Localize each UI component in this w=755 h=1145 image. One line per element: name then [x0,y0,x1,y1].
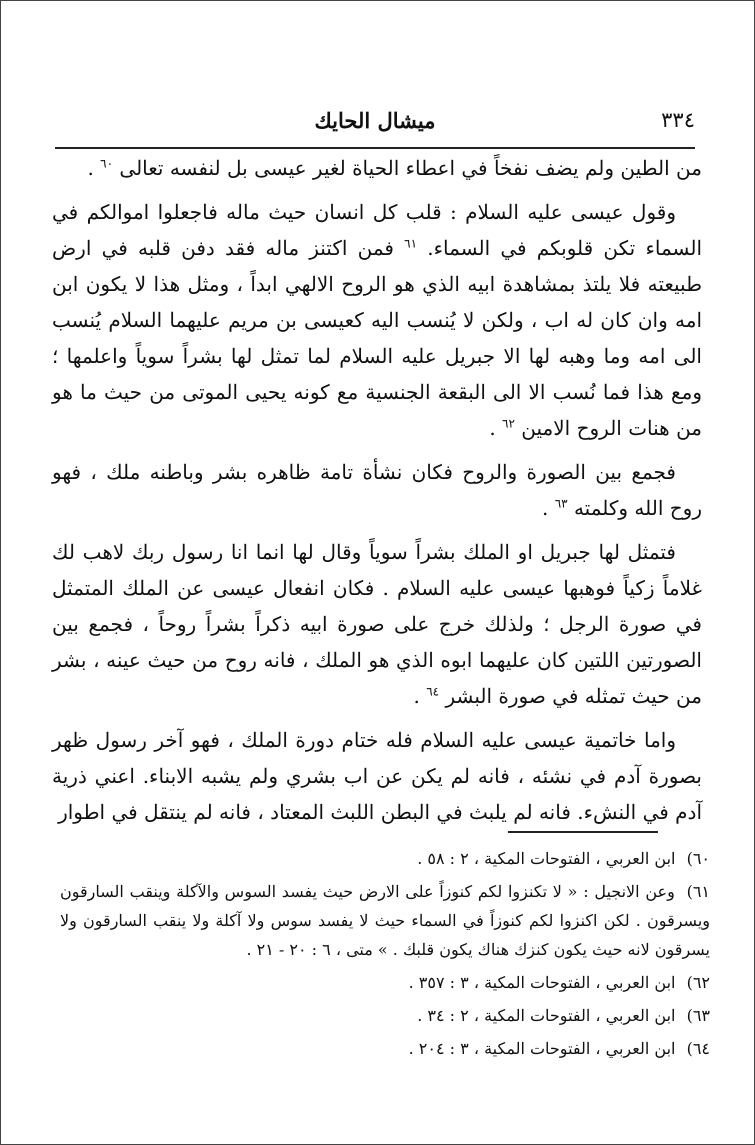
running-head: ميشال الحايك [314,108,436,133]
note-reference: ٦٢ [502,416,515,431]
paragraph-text: من الطين ولم يضف نفخاً في اعطاء الحياة لغير عيسى بل لنفسه تعالى [119,156,702,180]
paragraph-text: وقول عيسى عليه السلام : قلب كل انسان حيث ماله فاجعلوا اموالكم في السماء تكن قلوبكم في السماء. [52,200,702,260]
paragraph-text: فجمع بين الصورة والروح فكان نشأة تامة ظاهره بشر وباطنه ملك ، فهو روح الله وكلمته [52,460,702,520]
paragraph-text: فمن اكتنز ماله فقد دفن قلبه في ارض طبيعته فلا يلتذ بمشاهدة ابيه الذي هو الروح الالهي ابداً ، ومثل هذا لا يكون ابن امه وان كان له اب ، ولكن لا يُنسب اليه كعيسى بن مريم عليهما السلام يُنسب الى امه وما وهبه لها الا جبريل عليه السلام لما تمثل لها بشراً سوياً واعلمها ؛ ومع هذا فما نُسب الا الى البقعة الجنسية مع كونه يحيى الموتى من حيث ما هو من هنات الروح الامين [52,236,702,440]
footnote-text: ابن العربي ، الفتوحات المكية ، ٣ : ٣٥٧ . [408,973,676,992]
header-rule [55,147,695,149]
footnotes [60,844,710,1067]
footnote-number: ٦٤) [686,1039,710,1058]
body-text [52,150,702,838]
paragraph [52,722,702,830]
footnote [60,1001,710,1030]
paragraph: فتمثل لها جبريل او الملك بشراً سوياً وقال لها انما انا رسول ربك لاهب لك غلاماً زكياً فوهبها عيسى عليه السلام . فكان انفعال عيسى عن الملك المتمثل في صورة الرجل ؛ ولذلك خرج على صورة ابيه ذكراً بشراً روحاً ، فجمع بين الصورتين اللتين كان عليهما ابوه الذي هو الملك ، فانه روح من حيث عينه ، بشر من حيث تمثله في صورة البشر $^{٦٤}$ . [52,540,702,708]
note-reference: ٦٣ [554,496,568,511]
footnote [60,968,710,997]
footnote-text: ابن العربي ، الفتوحات المكية ، ٢ : ٣٤ . [417,1006,676,1025]
paragraph: من الطين ولم يضف نفخاً في اعطاء الحياة لغير عيسى بل لنفسه تعالى $^{٦٠}$ . [87,156,702,180]
footnote [60,877,710,964]
page-number: ٣٣٤ [661,108,695,132]
footnote-number: ٦٣) [686,1006,710,1025]
paragraph-text: فتمثل لها جبريل او الملك بشراً سوياً وقال لها انما انا رسول ربك لاهب لك غلاماً زكياً فوهبها عيسى عليه السلام . فكان انفعال عيسى عن الملك المتمثل في صورة الرجل ؛ ولذلك خرج على صورة ابيه ذكراً بشراً روحاً ، فجمع بين الصورتين اللتين كان عليهما ابوه الذي هو الملك ، فانه روح من حيث عينه ، بشر من حيث تمثله في صورة البشر [52,540,702,708]
footnote-text: ابن العربي ، الفتوحات المكية ، ٢ : ٥٨ . [417,849,676,868]
footnote-number: ٦٢) [686,973,710,992]
footnote [60,1034,710,1063]
note-reference: ٦١ [404,236,418,251]
footnote-text: ابن العربي ، الفتوحات المكية ، ٣ : ٢٠٤ . [408,1039,676,1058]
footnote-number: ٦٠) [686,849,710,868]
page-header [55,100,695,144]
footnote-text: وعن الانجيل : « لا تكنزوا لكم كنوزاً على الارض حيث يفسد السوس والآكلة وينقب السارقون ويسرقون . لكن اكنزوا لكم كنوزاً في السماء حيث لا يفسد سوس ولا آكلة ولا ينقب السارقون ولا يسرقون لانه حيث يكون كنزك هناك يكون قلبك . » متى ، ٦ : ٢٠ - ٢١ . [60,882,711,959]
paragraph: وقول عيسى عليه السلام : قلب كل انسان حيث ماله فاجعلوا اموالكم في السماء تكن قلوبكم في السماء. $^{٦١}$ فمن اكتنز ماله فقد دفن قلبه في ارض طبيعته فلا يلتذ بمشاهدة ابيه الذي هو الروح الالهي ابداً ، ومثل هذا لا يكون ابن امه وان كان له اب ، ولكن لا يُنسب اليه كعيسى بن مريم عليهما السلام يُنسب الى امه وما وهبه لها الا جبريل عليه السلام لما تمثل لها بشراً سوياً واعلمها ؛ ومع هذا فما نُسب الا الى البقعة الجنسية مع كونه يحيى الموتى من حيث ما هو من هنات الروح الامين $^{٦٢}$ . [52,200,702,440]
footnote-number: ٦١) [686,882,710,901]
footnote-rule [508,831,658,833]
footnote [60,844,710,873]
paragraph-text: واما خاتمية عيسى عليه السلام فله ختام دورة الملك ، فهو آخر رسول ظهر بصورة آدم في نشئه ، فانه لم يكن عن اب بشري ولم يشبه الابناء. اعني ذرية آدم في النشء. فانه لم يلبث في البطن اللبث المعتاد ، فانه لم ينتقل في اطوار [52,728,702,824]
note-reference: ٦٠ [100,156,114,171]
paragraph: فجمع بين الصورة والروح فكان نشأة تامة ظاهره بشر وباطنه ملك ، فهو روح الله وكلمته $^{٦٣}$ . [52,460,702,520]
note-reference: ٦٤ [426,684,440,699]
